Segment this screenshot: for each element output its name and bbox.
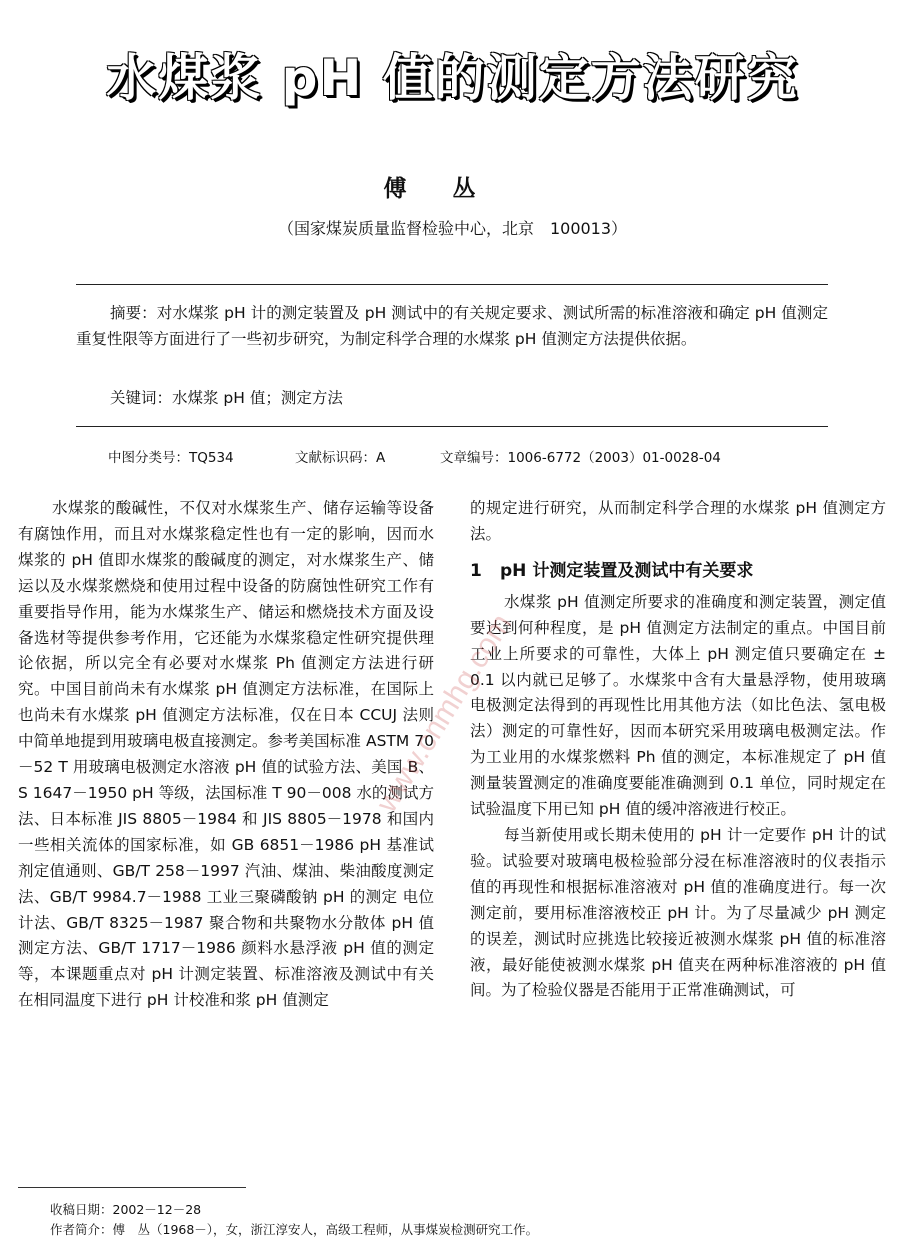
section-1-title: pH 计测定装置及测试中有关要求 xyxy=(500,560,754,581)
author-name: 傅丛 xyxy=(383,176,522,202)
section-1-paragraph-1: 水煤浆 pH 值测定所要求的准确度和测定装置，测定值要达到何种程度，是 pH 值测定方法制定的重点。中国目前工业上所要求的可靠性，大体上 pH 测定值只要确定在 ± 0.1 以内就已足够了。水煤浆中含有大量悬浮物，使用玻璃电极测定法得到的再现性比用其他方法（如比色法、氢电极法）测定的可靠性好，因而本研究采用玻璃电极测定法。作为工业用的水煤浆燃料 Ph 值的测定，本标准规定了 pH 值测量装置测定的准确度要能准确测到 0.1 单位，同时规定在试验温度下用已知 pH 值的缓冲溶液进行校正。 xyxy=(470,592,886,819)
site-watermark: www.cnmhg.com xyxy=(370,608,519,819)
bottom-rule xyxy=(76,426,828,427)
section-1-number: 1 xyxy=(470,560,482,581)
footnote-received-date: 收稿日期：2002－12－28 xyxy=(50,1202,202,1217)
intro-paragraph: 水煤浆的酸碱性，不仅对水煤浆生产、储存运输等设备有腐蚀作用，而且对水煤浆稳定性也有一定的影响，因而水煤浆的 pH 值即水煤浆的酸碱度的测定，对水煤浆生产、储运以及水煤浆燃烧和使用过程中设备的防腐蚀性研究工作有重要指导作用，能为水煤浆生产、储运和燃烧技术方面及设备选材等提供参考作用，它还能为水煤浆稳定性研究提供理论依据，所以完全有必要对水煤浆 Ph 值测定方法进行研究。中国目前尚未有水煤浆 pH 值测定方法标准，在国际上也尚未有水煤浆 pH 值测定方法标准，仅在日本 CCUJ 法则中简单地提到用玻璃电极直接测定。参考美国标准 ASTM 70－52 T 用玻璃电极测定水溶液 pH 值的试验方法、美国 B、S 1647－1950 pH 等级，法国标准 T 90－008 水的测试方法、日本标准 JIS 8805－1984 和 JIS 8805－1978 和国内一些相关流体的国家标准，如 GB 6851－1986 pH 基准试剂定值通则、GB/T 258－1997 汽油、煤油、柴油酸度测定法、GB/T 9984.7－1988 工业三聚磷酸钠 pH 的测定 电位计法、GB/T 8325－1987 聚合物和共聚物水分散体 pH 值测定方法、GB/T 1717－1986 颜料水悬浮液 pH 值的测定等，本课题重点对 pH 计测定装置、标准溶液及测试中有关在相同温度下进行 pH 计校准和浆 pH 值测定 xyxy=(18,499,434,1010)
abstract: 摘要：对水煤浆 pH 计的测定装置及 pH 测试中的有关规定要求、测试所需的标准溶液和确定 pH 值测定重复性限等方面进行了一些初步研究，为制定科学合理的水煤浆 pH 值测定方法提供依据。 xyxy=(76,304,828,348)
keywords: 关键词：水煤浆 pH 值；测定方法 xyxy=(110,389,343,407)
document-code: 文献标识码：A xyxy=(295,450,386,466)
footnote-rule xyxy=(18,1187,246,1188)
paper-title: 水煤浆 pH 值的测定方法研究 xyxy=(106,49,799,107)
classification-number: 中图分类号：TQ534 xyxy=(108,450,234,466)
intro-continuation: 的规定进行研究，从而制定科学合理的水煤浆 pH 值测定方法。 xyxy=(470,499,886,543)
article-number: 文章编号：1006-6772（2003）01-0028-04 xyxy=(440,450,721,466)
footnote-author-bio: 作者简介：傅 丛（1968－），女，浙江淳安人，高级工程师，从事煤炭检测研究工作。 xyxy=(50,1222,539,1237)
left-column xyxy=(18,496,434,1014)
author-affiliation: （国家煤炭质量监督检验中心，北京 100013） xyxy=(277,219,628,238)
section-1-paragraph-2: 每当新使用或长期未使用的 pH 计一定要作 pH 计的试验。试验要对玻璃电极检验部分浸在标准溶液时的仪表指示值的再现性和根据标准溶液对 pH 值的准确度进行。每一次测定前，要用标准溶液校正 pH 计。为了尽量减少 pH 测定的误差，测试时应挑选比较接近被测水煤浆 pH 值的标准溶液，最好能使被测水煤浆 pH 值夹在两种标准溶液的 pH 值间。为了检验仪器是否能用于正常准确测试，可 xyxy=(470,825,886,1000)
top-rule xyxy=(76,284,828,285)
